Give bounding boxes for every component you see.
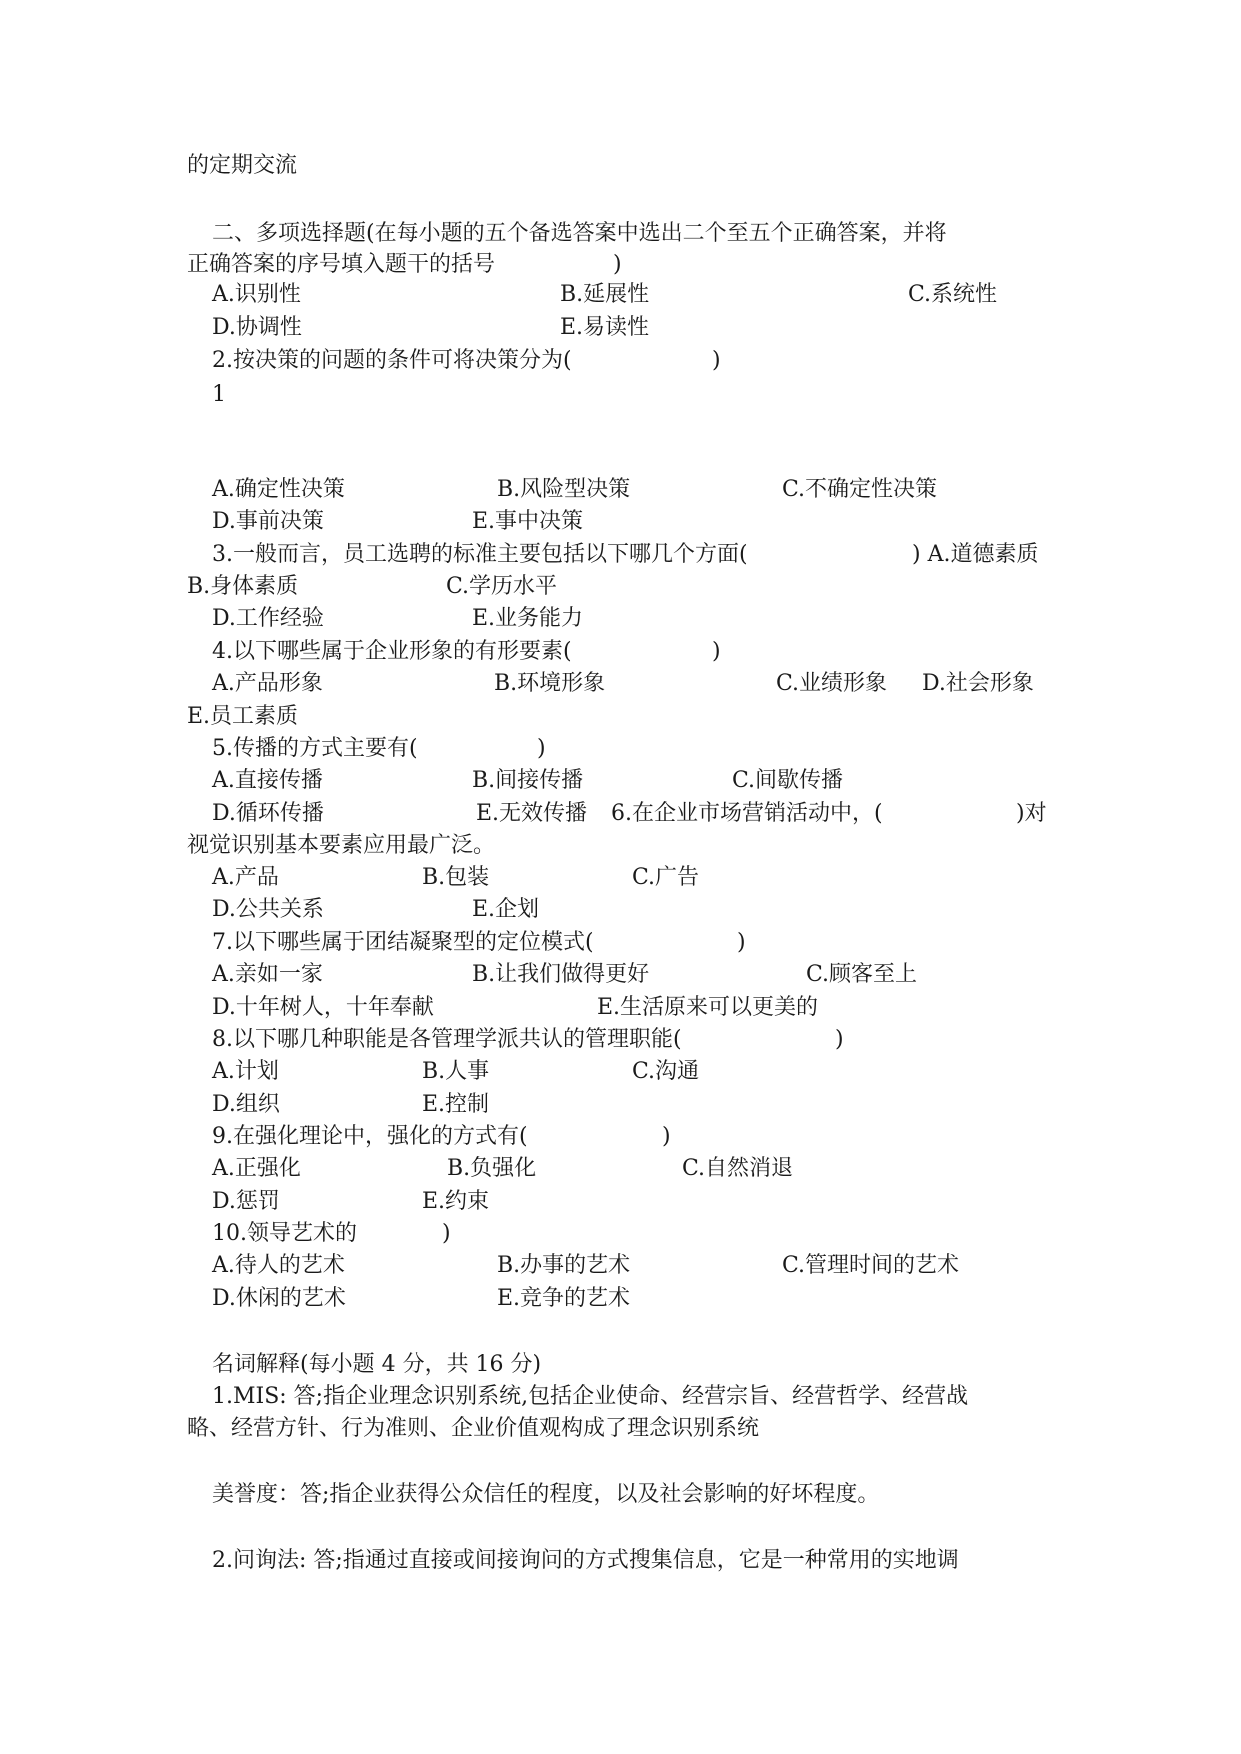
option: A.直接传播 xyxy=(212,768,323,793)
option: B.包装 xyxy=(422,865,490,890)
question: 8.以下哪几种职能是各管理学派共认的管理职能( xyxy=(212,1027,682,1052)
question: 2.按决策的问题的条件可将决策分为( xyxy=(212,348,572,373)
text-line: ) xyxy=(613,252,622,277)
option: A.计划 xyxy=(212,1059,279,1084)
text-line: ) xyxy=(537,736,546,761)
option: C.间歇传播 xyxy=(732,768,844,793)
question: 4.以下哪些属于企业形象的有形要素( xyxy=(212,639,572,664)
text-line: 正确答案的序号填入题干的括号 xyxy=(187,252,496,277)
text-line: )对 xyxy=(1016,801,1047,826)
option: E.竞争的艺术 xyxy=(497,1286,631,1311)
option: E.生活原来可以更美的 xyxy=(597,995,819,1020)
option: E.企划 xyxy=(472,897,540,922)
question: 9.在强化理论中，强化的方式有( xyxy=(212,1124,528,1149)
option: B.负强化 xyxy=(447,1156,537,1181)
option: E.业务能力 xyxy=(472,606,584,631)
option: D.十年树人，十年奉献 xyxy=(212,995,434,1020)
text-line: ) xyxy=(662,1124,671,1149)
option: B.身体素质 xyxy=(187,574,299,599)
definition: 美誉度：答;指企业获得公众信任的程度，以及社会影响的好坏程度。 xyxy=(212,1482,880,1507)
page-number: 1 xyxy=(212,382,226,407)
option: A.确定性决策 xyxy=(212,477,345,502)
option: E.员工素质 xyxy=(187,704,299,729)
section-heading: 名词解释(每小题 4 分，共 16 分) xyxy=(212,1352,542,1377)
option: C.广告 xyxy=(632,865,700,890)
option: C.不确定性决策 xyxy=(782,477,938,502)
option: E.约束 xyxy=(422,1189,490,1214)
option: B.间接传播 xyxy=(472,768,584,793)
option: B.办事的艺术 xyxy=(497,1253,631,1278)
text-line: ) xyxy=(835,1027,844,1052)
text-line: ) xyxy=(712,348,721,373)
option: C.沟通 xyxy=(632,1059,700,1084)
text-line: ) A.道德素质 xyxy=(912,542,1039,567)
option: C.业绩形象 xyxy=(776,671,888,696)
option: C.系统性 xyxy=(908,282,998,307)
option: E.控制 xyxy=(422,1092,490,1117)
option: D.组织 xyxy=(212,1092,280,1117)
option: D.协调性 xyxy=(212,315,302,340)
section-heading: 二、多项选择题(在每小题的五个备选答案中选出二个至五个正确答案，并将 xyxy=(212,221,947,246)
question: 6.在企业市场营销活动中，( xyxy=(611,801,883,826)
option: D.工作经验 xyxy=(212,606,324,631)
text-line: 视觉识别基本要素应用最广泛。 xyxy=(187,833,496,858)
text-line: ) xyxy=(737,930,746,955)
option: B.环境形象 xyxy=(494,671,606,696)
option: A.亲如一家 xyxy=(212,962,323,987)
option: C.管理时间的艺术 xyxy=(782,1253,960,1278)
text-line: ) xyxy=(712,639,721,664)
definition: 1.MIS: 答;指企业理念识别系统,包括企业使命、经营宗旨、经营哲学、经营战 xyxy=(212,1384,969,1409)
option: A.识别性 xyxy=(212,282,301,307)
option: A.产品 xyxy=(212,865,279,890)
option: D.公共关系 xyxy=(212,897,324,922)
option: D.社会形象 xyxy=(922,671,1034,696)
option: B.人事 xyxy=(422,1059,490,1084)
option: C.学历水平 xyxy=(446,574,558,599)
option: C.自然消退 xyxy=(682,1156,794,1181)
option: A.正强化 xyxy=(212,1156,301,1181)
text-line: 的定期交流 xyxy=(187,153,298,178)
option: D.事前决策 xyxy=(212,509,324,534)
definition: 略、经营方针、行为准则、企业价值观构成了理念识别系统 xyxy=(187,1416,760,1441)
question: 7.以下哪些属于团结凝聚型的定位模式( xyxy=(212,930,594,955)
option: E.无效传播 xyxy=(476,801,588,826)
question: 10.领导艺术的 xyxy=(212,1221,357,1246)
text-line: ) xyxy=(442,1221,451,1246)
question: 5.传播的方式主要有( xyxy=(212,736,418,761)
question: 3.一般而言，员工选聘的标准主要包括以下哪几个方面( xyxy=(212,542,748,567)
option: D.惩罚 xyxy=(212,1189,280,1214)
option: E.易读性 xyxy=(560,315,650,340)
option: B.让我们做得更好 xyxy=(472,962,650,987)
option: C.顾客至上 xyxy=(806,962,918,987)
option: E.事中决策 xyxy=(472,509,584,534)
option: A.产品形象 xyxy=(212,671,323,696)
option: D.循环传播 xyxy=(212,801,324,826)
definition: 2.问询法: 答;指通过直接或间接询问的方式搜集信息，它是一种常用的实地调 xyxy=(212,1548,959,1573)
option: B.延展性 xyxy=(560,282,650,307)
option: B.风险型决策 xyxy=(497,477,631,502)
option: D.休闲的艺术 xyxy=(212,1286,346,1311)
option: A.待人的艺术 xyxy=(212,1253,345,1278)
